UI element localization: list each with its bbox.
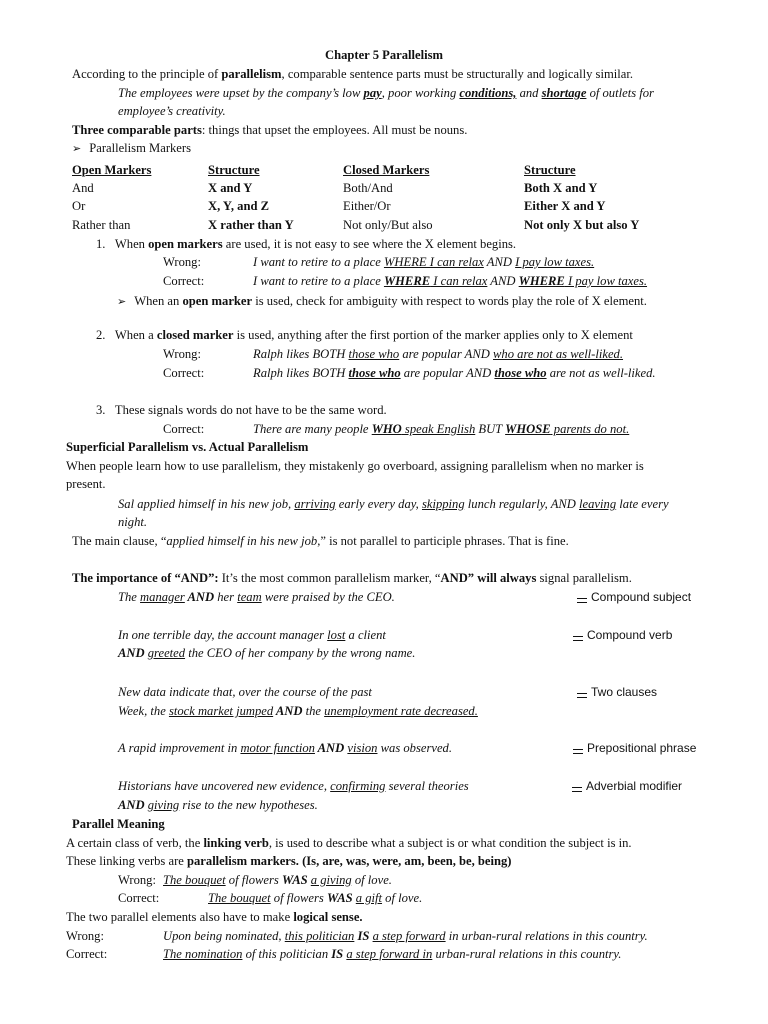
linking-verb-paragraph: A certain class of verb, the linking verb, is used to describe what a subject is or what condition the subject is in. [66,836,632,850]
and-example-2-cont: AND greeted the CEO of her company by the wrong name. [118,646,416,660]
equals-icon [572,787,582,792]
table-cell: Rather than [72,218,131,232]
equals-icon [577,598,587,603]
sub-bullet: ➢ When an open marker is used, check for ambiguity with respect to words play the role of X element. [117,294,647,308]
wrong-label: Wrong: [118,873,156,887]
table-cell: Or [72,199,86,213]
superficial-paragraph-cont: present. [66,477,106,491]
arrow-bullet-icon: ➢ [117,296,127,308]
table-cell: Either X and Y [524,199,606,213]
correct-example: The nomination of this politician IS a step forward in urban-rural relations in this country. [163,947,622,961]
wrong-example: Upon being nominated, this politician IS a step forward in urban-rural relations in this country. [163,929,648,943]
section-heading-superficial: Superficial Parallelism vs. Actual Parallelism [66,440,309,454]
equals-icon [577,693,587,698]
three-parts-line: Three comparable parts: things that upset the employees. All must be nouns. [72,123,468,137]
correct-example: There are many people WHO speak English BUT WHOSE parents do not. [253,422,630,436]
wrong-label: Wrong: [66,929,104,943]
and-example-3: New data indicate that, over the course of the past [118,685,372,699]
example-sentence: The employees were upset by the company’s low pay, poor working conditions, and shortage of outlets for [118,86,654,100]
correct-label: Correct: [163,366,205,380]
arrow-bullet-icon: ➢ [72,143,82,155]
and-example-1: The manager AND her team were praised by the CEO. [118,590,395,604]
logical-sense-line: The two parallel elements also have to make logical sense. [66,910,363,924]
table-cell: Both/And [343,181,393,195]
table-cell: X rather than Y [208,218,294,232]
and-example-5-cont: AND giving rise to the new hypotheses. [118,798,318,812]
table-header: Structure [208,163,260,177]
table-header: Open Markers [72,163,152,177]
wrong-example: I want to retire to a place WHERE I can relax AND I pay low taxes. [253,255,595,269]
superficial-note: The main clause, “applied himself in his new job,” is not parallel to participle phrases. That is fine. [72,534,569,548]
list-item-3: 3. These signals words do not have to be the same word. [96,403,387,417]
table-cell: Not only X but also Y [524,218,640,232]
correct-label: Correct: [163,274,205,288]
table-header: Structure [524,163,576,177]
wrong-label: Wrong: [163,255,201,269]
table-cell: X, Y, and Z [208,199,270,213]
example-sentence-cont: employee’s creativity. [118,104,226,118]
correct-label: Correct: [66,947,108,961]
correct-label: Correct: [163,422,205,436]
list-item-1: 1. When open markers are used, it is not easy to see where the X element begins. [96,237,517,251]
page-title: Chapter 5 Parallelism [325,48,443,62]
markers-bullet: ➢ Parallelism Markers [72,141,191,155]
and-example-3-cont: Week, the stock market jumped AND the unemployment rate decreased. [118,704,478,718]
section-heading-parallel-meaning: Parallel Meaning [72,817,165,831]
equals-icon [573,749,583,754]
and-example-5: Historians have uncovered new evidence, confirming several theories [118,779,469,793]
wrong-label: Wrong: [163,347,201,361]
and-example-2: In one terrible day, the account manager lost a client [118,628,386,642]
superficial-example: Sal applied himself in his new job, arriving early every day, skipping lunch regularly, AND leaving late every [118,497,669,511]
and-label-3: Two clauses [591,685,658,699]
list-item-2: 2. When a closed marker is used, anything after the first portion of the marker applies only to X element [96,328,633,342]
equals-icon [573,636,583,641]
correct-example: Ralph likes BOTH those who are popular AND those who are not as well-liked. [253,366,656,380]
linking-verb-list: These linking verbs are parallelism markers. (Is, are, was, were, am, been, be, being) [66,854,512,868]
intro-paragraph: According to the principle of parallelism, comparable sentence parts must be structurally and logically similar. [72,67,633,81]
and-label-2: Compound verb [587,628,673,642]
correct-example: The bouquet of flowers WAS a gift of love. [208,891,423,905]
table-cell: Either/Or [343,199,391,213]
table-cell: X and Y [208,181,253,195]
table-cell: And [72,181,94,195]
table-cell: Not only/But also [343,218,433,232]
and-label-1: Compound subject [591,590,692,604]
correct-label: Correct: [118,891,160,905]
table-cell: Both X and Y [524,181,598,195]
and-section-heading: The importance of “AND”: It’s the most common parallelism marker, “AND” will always signal parallelism. [72,571,632,585]
and-label-4: Prepositional phrase [587,741,697,755]
and-example-4: A rapid improvement in motor function AND vision was observed. [118,741,452,755]
table-header: Closed Markers [343,163,430,177]
and-label-5: Adverbial modifier [586,779,683,793]
correct-example: I want to retire to a place WHERE I can relax AND WHERE I pay low taxes. [253,274,648,288]
superficial-example-cont: night. [118,515,148,529]
superficial-paragraph: When people learn how to use parallelism, they mistakenly go overboard, assigning parallelism when no marker is [66,459,644,473]
wrong-example: Ralph likes BOTH those who are popular AND who are not as well-liked. [253,347,624,361]
wrong-example: The bouquet of flowers WAS a giving of love. [163,873,392,887]
